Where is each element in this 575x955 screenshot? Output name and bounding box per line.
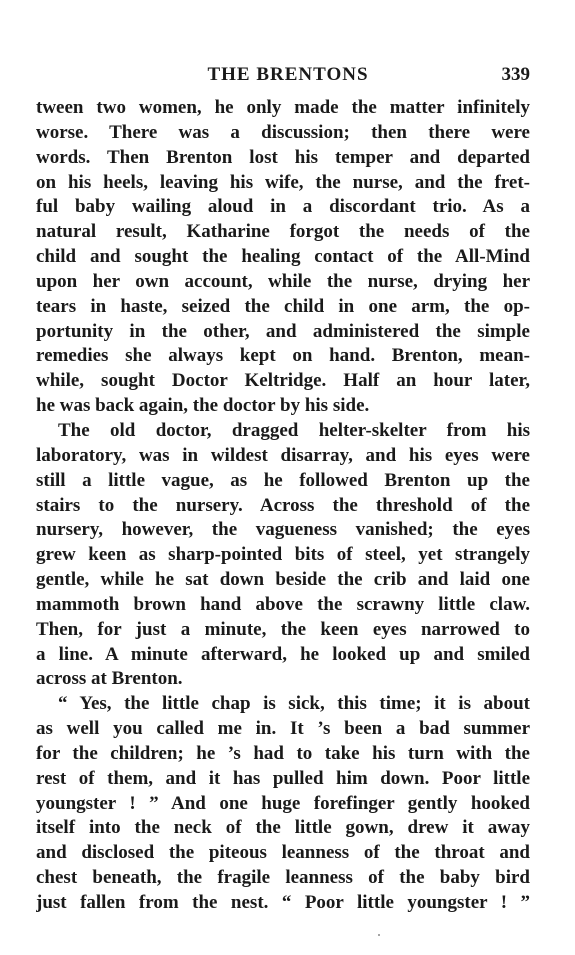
text-line: upon her own account, while the nurse, drying her [36,270,530,292]
text-line: rest of them, and it has pulled him down. Poor little [36,767,530,789]
ink-speck [378,934,380,936]
text-line: gentle, while he sat down beside the crib and laid one [36,569,530,591]
text-line: laboratory, was in wildest disarray, and his eyes were [36,444,530,466]
text-line: worse. There was a discussion; then there were [36,121,530,143]
text-line: a line. A minute afterward, he looked up and smiled [36,643,530,665]
text-line: words. Then Brenton lost his temper and departed [36,146,530,168]
text-line: mammoth brown hand above the scrawny little claw. [36,593,530,615]
text-line: child and sought the healing contact of the All-Mind [36,246,530,268]
text-line: as well you called me in. It ’s been a bad summer [36,718,530,740]
text-line: tween two women, he only made the matter infinitely [36,97,530,118]
page-header [36,62,530,88]
text-line: still a little vague, as he followed Brenton up the [36,469,530,491]
text-line: The old doctor, dragged helter-skelter from his [58,419,530,441]
body-text [36,96,530,916]
text-line: remedies she always kept on hand. Brenton, mean- [36,345,530,367]
text-line: on his heels, leaving his wife, the nurse, and the fret- [36,171,530,193]
text-line: youngster ! ” And one huge forefinger gently hooked [36,792,530,814]
text-line: nursery, however, the vagueness vanished; the eyes [36,519,530,541]
running-head: THE BRENTONS [207,64,369,85]
text-line: tears in haste, seized the child in one arm, the op- [36,295,530,317]
text-line: chest beneath, the fragile leanness of the baby bird [36,867,530,889]
text-line: ful baby wailing aloud in a discordant trio. As a [36,196,530,218]
text-line: just fallen from the nest. “ Poor little youngster ! ” [36,892,530,913]
text-line: across at Brenton. [36,668,183,690]
text-line: Then, for just a minute, the keen eyes narrowed to [36,618,530,640]
text-line: natural result, Katharine forgot the needs of the [36,221,530,243]
text-line: portunity in the other, and administered the simple [36,320,530,342]
text-line: and disclosed the piteous leanness of the throat and [36,842,530,864]
page-number: 339 [501,64,530,85]
text-line: for the children; he ’s had to take his turn with the [36,742,530,764]
text-line: stairs to the nursery. Across the threshold of the [36,494,530,516]
text-line: while, sought Doctor Keltridge. Half an hour later, [36,370,530,392]
text-line: “ Yes, the little chap is sick, this time; it is about [58,693,530,715]
text-line: he was back again, the doctor by his side. [36,395,370,417]
text-line: grew keen as sharp-pointed bits of steel, yet strangely [36,544,530,566]
text-line: itself into the neck of the little gown, drew it away [36,817,530,839]
